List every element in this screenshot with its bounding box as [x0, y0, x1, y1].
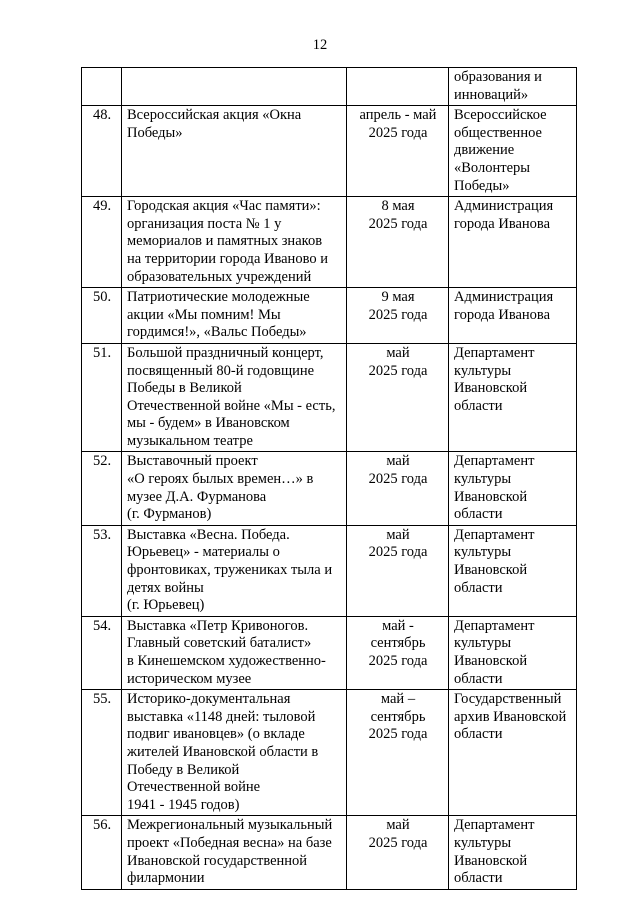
event-date-cell	[347, 616, 449, 689]
organizer-line: области	[454, 670, 503, 687]
event-name-cell	[122, 288, 347, 344]
organizer-cell	[449, 690, 577, 816]
table-row	[82, 68, 577, 106]
event-date-line: сентябрь	[370, 635, 426, 652]
organizer-line: культуры	[454, 362, 512, 379]
organizer-line: движение	[454, 142, 515, 159]
row-number-cell	[82, 452, 122, 525]
event-date-line: 2025 года	[368, 834, 428, 851]
organizer-line: Государственный	[454, 691, 562, 708]
organizer-line: области	[454, 397, 503, 414]
event-name-line: акции «Мы помним! Мы	[127, 306, 281, 323]
table-row	[82, 343, 577, 452]
event-name-line: филармонии	[127, 870, 205, 887]
event-date-line: 2025 года	[368, 124, 428, 141]
event-name-line: Победы в Великой	[127, 380, 242, 397]
organizer-cell	[449, 106, 577, 197]
event-name-line: организация поста № 1 у	[127, 215, 282, 232]
row-number-cell	[82, 690, 122, 816]
organizer-line: Ивановской	[454, 653, 528, 669]
event-name-line: Победу в Великой	[127, 761, 240, 778]
event-date-line: 2025 года	[368, 653, 428, 669]
organizer-line: области	[454, 506, 503, 523]
organizer-line: города Иванова	[454, 215, 551, 232]
event-date-cell	[347, 68, 449, 106]
organizer-line: области	[454, 870, 503, 887]
organizer-line: Ивановской	[454, 488, 528, 505]
row-number: 50.	[92, 289, 112, 306]
organizer-line: культуры	[454, 544, 512, 561]
event-name-line: фронтовиках, тружениках тыла и	[127, 562, 333, 579]
event-date-line: 2025 года	[368, 471, 428, 488]
row-number-cell	[82, 525, 122, 616]
event-name-line: Победы»	[127, 124, 183, 141]
event-date-cell	[347, 452, 449, 525]
organizer-line: культуры	[454, 635, 512, 652]
event-name-line: мы - будем» в Ивановском	[127, 415, 290, 432]
event-name-line: детях войны	[127, 579, 204, 596]
event-name-line: Отечественной войне	[127, 779, 261, 796]
event-name-cell	[122, 690, 347, 816]
organizer-line: общественное	[454, 124, 542, 141]
event-name-line: музыкальном театре	[127, 432, 253, 449]
event-name-line: Городская акция «Час памяти»:	[127, 198, 321, 215]
event-date-line: май	[386, 526, 410, 543]
event-name-line: на территории города Иваново и	[127, 250, 328, 267]
event-name-line: Главный советский баталист»	[127, 635, 312, 652]
row-number: 48.	[92, 107, 112, 124]
event-name-line: проект «Победная весна» на базе	[127, 834, 332, 851]
row-number: 51.	[92, 344, 112, 361]
event-name-line: Выставка «Петр Кривоногов.	[127, 617, 309, 634]
event-date-line: май -	[382, 617, 414, 634]
organizer-cell	[449, 197, 577, 288]
row-number: 52.	[92, 453, 112, 470]
organizer-line: области	[454, 579, 503, 596]
event-date-line: 2025 года	[368, 726, 428, 743]
organizer-cell	[449, 452, 577, 525]
event-name-cell	[122, 525, 347, 616]
organizer-line: Победы»	[454, 177, 510, 194]
event-name-line: Историко-документальная	[127, 691, 291, 708]
event-date-line: май	[386, 817, 410, 834]
organizer-line: Всероссийское	[454, 107, 547, 124]
row-number: 55.	[92, 691, 112, 708]
event-date-line: сентябрь	[370, 708, 426, 725]
event-name-line: Патриотические молодежные	[127, 289, 310, 306]
organizer-line: Ивановской	[454, 852, 528, 869]
page-number: 12	[312, 37, 328, 53]
event-date-line: 2025 года	[368, 362, 428, 379]
event-name-line: Юрьевец» - материалы о	[127, 544, 280, 561]
row-number-cell	[82, 816, 122, 889]
event-date-line: 2025 года	[368, 215, 428, 232]
event-name-line: Выставочный проект	[127, 453, 258, 470]
event-date-line: 2025 года	[368, 306, 428, 323]
event-name-line: гордимся!», «Вальс Победы»	[127, 324, 307, 341]
table-row	[82, 616, 577, 689]
event-name-line: жителей Ивановской области в	[127, 743, 319, 760]
event-date-cell	[347, 197, 449, 288]
event-name-cell	[122, 197, 347, 288]
events-table	[81, 67, 577, 890]
event-name-line: выставка «1148 дней: тыловой	[127, 708, 316, 725]
events-table-body	[82, 68, 577, 890]
event-date-line: апрель - май	[359, 107, 437, 124]
organizer-line: «Волонтеры	[454, 159, 530, 176]
event-date-line: 8 мая	[381, 198, 415, 215]
event-name-line: посвященный 80-й годовщине	[127, 362, 315, 379]
event-name-cell	[122, 616, 347, 689]
event-name-line: мемориалов и памятных знаков	[127, 233, 323, 250]
event-date-line: май	[386, 344, 410, 361]
event-name-line: Межрегиональный музыкальный	[127, 817, 333, 834]
organizer-cell	[449, 343, 577, 452]
event-date-cell	[347, 525, 449, 616]
event-name-cell	[122, 343, 347, 452]
row-number: 56.	[92, 817, 112, 834]
organizer-line: образования и	[454, 69, 542, 85]
event-name-line: 1941 - 1945 годов)	[127, 796, 240, 813]
table-row	[82, 452, 577, 525]
organizer-cell	[449, 68, 577, 106]
table-row	[82, 106, 577, 197]
event-date-cell	[347, 690, 449, 816]
event-date-cell	[347, 343, 449, 452]
organizer-line: культуры	[454, 834, 512, 851]
organizer-cell	[449, 288, 577, 344]
organizer-line: Администрация	[454, 289, 554, 306]
event-name-line: Отечественной войне «Мы - есть,	[127, 397, 336, 414]
organizer-line: города Иванова	[454, 306, 551, 323]
event-name-line: (г. Фурманов)	[127, 506, 212, 523]
event-date-line: 9 мая	[381, 289, 415, 306]
row-number-cell	[82, 343, 122, 452]
organizer-line: Департамент	[454, 453, 535, 470]
row-number: 49.	[92, 198, 112, 215]
row-number-cell	[82, 288, 122, 344]
event-date-cell	[347, 106, 449, 197]
event-name-cell	[122, 816, 347, 889]
event-name-cell	[122, 68, 347, 106]
organizer-line: Департамент	[454, 526, 535, 543]
organizer-line: области	[454, 726, 503, 743]
row-number-cell	[82, 197, 122, 288]
organizer-line: Департамент	[454, 817, 535, 834]
row-number-cell	[82, 616, 122, 689]
organizer-line: инноваций»	[454, 86, 529, 103]
table-row	[82, 197, 577, 288]
event-name-line: Всероссийская акция «Окна	[127, 107, 302, 124]
event-name-cell	[122, 452, 347, 525]
event-name-cell	[122, 106, 347, 197]
event-name-line: Ивановской государственной	[127, 852, 308, 869]
event-name-line: образовательных учреждений	[127, 268, 312, 285]
organizer-line: Ивановской	[454, 380, 528, 397]
event-date-line: май	[386, 453, 410, 470]
table-row	[82, 816, 577, 889]
event-name-line: (г. Юрьевец)	[127, 597, 205, 614]
event-name-line: историческом музее	[127, 670, 252, 687]
organizer-line: Департамент	[454, 344, 535, 361]
event-name-line: в Кинешемском художественно-	[127, 653, 326, 669]
event-name-line: музее Д.А. Фурманова	[127, 488, 267, 505]
event-date-line: 2025 года	[368, 544, 428, 561]
event-name-line: Выставка «Весна. Победа.	[127, 526, 290, 543]
organizer-cell	[449, 616, 577, 689]
table-row	[82, 690, 577, 816]
organizer-line: Ивановской	[454, 562, 528, 579]
organizer-line: Администрация	[454, 198, 554, 215]
row-number: 53.	[92, 526, 112, 543]
table-row	[82, 525, 577, 616]
event-date-line: май –	[380, 691, 416, 708]
row-number-cell	[82, 106, 122, 197]
organizer-line: Департамент	[454, 617, 535, 634]
organizer-line: культуры	[454, 471, 512, 488]
event-name-line: подвиг ивановцев» (о вкладе	[127, 726, 305, 743]
organizer-line: архив Ивановской	[454, 708, 567, 725]
table-row	[82, 288, 577, 344]
organizer-cell	[449, 816, 577, 889]
row-number-cell	[82, 68, 122, 106]
event-date-cell	[347, 816, 449, 889]
organizer-cell	[449, 525, 577, 616]
event-name-line: Большой праздничный концерт,	[127, 344, 324, 361]
event-date-cell	[347, 288, 449, 344]
row-number: 54.	[92, 617, 112, 634]
event-name-line: «О героях былых времен…» в	[127, 471, 314, 488]
